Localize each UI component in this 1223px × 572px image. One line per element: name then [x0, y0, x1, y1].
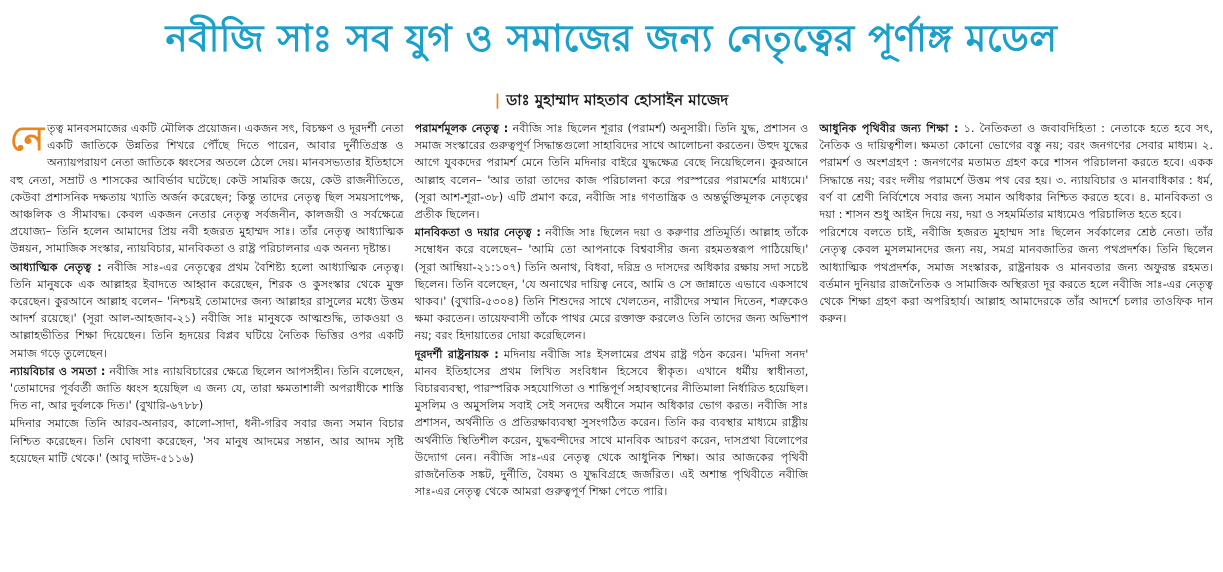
author-name: ডাঃ মুহাম্মাদ মাহতাব হোসাইন মাজেদ [506, 91, 729, 109]
section-heading: আধ্যাত্মিক নেতৃত্ব : [10, 260, 102, 274]
column-3 [819, 120, 1213, 566]
section-body: ১. নৈতিকতা ও জবাবদিহিতা : নেতাকে হতে হবে সৎ, নৈতিক ও দায়িত্বশীল। ক্ষমতা কোনো ভোগের বস্তু নয়; বরং জনগণের সেবার মাধ্যম। ২. পরামর্শ ও অংশগ্রহণ : জনগণের মতামত গ্রহণ করে শাসন পরিচালনা করতে হবে। একক সিদ্ধান্তে নয়; বরং দলীয় পরামর্শে উত্তম পথ বের হয়। ৩. ন্যায়বিচার ও মানবাধিকার : ধর্ম, বর্ণ বা শ্রেণী নির্বিশেষে সবার জন্য সমান অধিকার নিশ্চিত করতে হবে। ৪. মানবিকতা ও দয়া : শাসন শুধু আইন দিয়ে নয়, দয়া ও সহমর্মিতার মাধ্যমেও পরিচালিত হতে হবে। [819, 122, 1213, 222]
section-body: নবীজি সাঃ ছিলেন দয়া ও করুণার প্রতিমূর্তি। আল্লাহ তাঁকে সম্বোধন করে বলেছেন– 'আমি তো আপনাকে বিশ্ববাসীর জন্য রহমতস্বরূপ পাঠিয়েছি।' (সূরা আম্বিয়া-২১:১০৭) তিনি অনাথ, বিধবা, দরিদ্র ও দাসদের অধিকার রক্ষায় সদা সচেষ্ট ছিলেন। তিনি বলেছেন, 'যে অনাথের দায়িত্ব নেবে, আমি ও সে জান্নাতে এভাবে একসাথে থাকব।' (বুখারি-৫৩০৪) তিনি শিশুদের সাথে খেলতেন, নারীদের সম্মান দিতেন, শত্রুকেও ক্ষমা করতেন। তায়েফবাসী তাঁকে পাথর মেরে রক্তাক্ত করলেও তিনি তাদের জন্য অভিশাপ নয়; বরং হিদায়াতের দোয়া করেছিলেন। [414, 226, 809, 343]
section-body: মদিনায় নবীজি সাঃ ইসলামের প্রথম রাষ্ট্র গঠন করেন। 'মদিনা সনদ' মানব ইতিহাসের প্রথম লিখিত সংবিধান হিসেবে স্বীকৃত। এখানে ধর্মীয় স্বাধীনতা, বিচারব্যবস্থা, পারস্পরিক সহযোগিতা ও শান্তিপূর্ণ সহাবস্থানের নীতিমালা নির্ধারিত হয়েছিল। মুসলিম ও অমুসলিম সবাই সেই সনদের অধীনে সমান অধিকার ভোগ করত। নবীজি সাঃ প্রশাসন, অর্থনীতি ও প্রতিরক্ষাব্যবস্থা সুসংগঠিত করেন। তিনি কর ব্যবস্থার মাধ্যমে রাষ্ট্রীয় অর্থনীতি স্থিতিশীল করেন, যুদ্ধবন্দীদের সাথে মানবিক আচরণ করেন, দাসপ্রথা বিলোপের উদ্যোগ নেন। নবীজি সাঃ-এর নেতৃত্ব থেকে আধুনিক শিক্ষা। আর আজকের পৃথিবী রাজনৈতিক সঙ্কট, দুর্নীতি, বৈষম্য ও যুদ্ধবিগ্রহে জর্জরিত। এই অশান্ত পৃথিবীতে নবীজি সাঃ-এর নেতৃত্ব থেকে আমরা গুরুত্বপূর্ণ শিক্ষা পেতে পারি। [414, 347, 809, 499]
section-justice-cont: মদিনার সমাজে তিনি আরব-অনারব, কালো-সাদা, ধনী-গরিব সবার জন্য সমান বিচার নিশ্চিত করেছেন। তিনি ঘোষণা করেছেন, 'সব মানুষ আদমের সন্তান, আর আদম সৃষ্টি হয়েছেন মাটি থেকে।' (আবু দাউদ-৫১১৬) [10, 417, 404, 465]
conclusion-paragraph: পরিশেষে বলতে চাই, নবীজি হজরত মুহাম্মদ সাঃ ছিলেন সর্বকালের শ্রেষ্ঠ নেতা। তাঁর নেতৃত্ব কেবল মুসলমানদের জন্য নয়, সমগ্র মানবজাতির জন্য পথপ্রদর্শক। তিনি ছিলেন আধ্যাত্মিক পথপ্রদর্শক, সমাজ সংস্কারক, রাষ্ট্রনায়ক ও মানবতার জন্য অফুরন্ত রহমত। বর্তমান দুনিয়ার রাজনৈতিক ও সামাজিক অস্থিরতা দূর করতে হলে নবীজি সাঃ-এর নেতৃত্ব থেকে শিক্ষা গ্রহণ করা অপরিহার্য। আল্লাহ আমাদেরকে তাঁর আদর্শে চলার তাওফিক দান করুন। [819, 226, 1213, 326]
intro-paragraph [10, 120, 404, 258]
byline [0, 88, 1223, 112]
section-humanity [415, 224, 809, 344]
section-heading: ন্যায়বিচার ও সমতা : [10, 364, 106, 378]
section-heading: দূরদর্শী রাষ্ট্রনায়ক : [414, 347, 499, 361]
article-columns [10, 120, 1213, 566]
section-heading: মানবিকতা ও দয়ার নেতৃত্ব : [414, 226, 541, 240]
byline-separator: | [494, 91, 501, 109]
section-consultative [415, 120, 809, 223]
section-spiritual [10, 259, 404, 362]
section-justice [10, 363, 404, 415]
column-2 [415, 120, 809, 566]
section-modern-lessons [819, 120, 1213, 223]
section-body: নবীজি সাঃ-এর নেতৃত্বের প্রথম বৈশিষ্ট্য হলো আধ্যাত্মিক নেতৃত্ব। তিনি মানুষকে এক আল্লাহর ইবাদতে আহ্বান করেছেন, শিরক ও কুসংস্কার থেকে মুক্ত করেছেন। কুরআনে আল্লাহ বলেন– 'নিশ্চয়ই তোমাদের জন্য আল্লাহর রাসুলের মধ্যে উত্তম আদর্শ রয়েছে।' (সূরা আল-আহজাব-২১) নবীজি সাঃ মানুষকে আত্মশুদ্ধি, তাকওয়া ও আল্লাহভীতির শিক্ষা দিয়েছেন। তিনি হৃদয়ের বিপ্লব ঘটিয়ে নৈতিক ভিত্তির ওপর একটি সমাজ গড়ে তুলেছেন। [10, 260, 404, 360]
section-body: নবীজি সাঃ ন্যায়বিচারের ক্ষেত্রে ছিলেন আপসহীন। তিনি বলেছেন, 'তোমাদের পূর্ববর্তী জাতি ধ্বংস হয়েছিল এ জন্য যে, তারা ক্ষমতাশালী অপরাধীকে শাস্তি দিত না, আর দুর্বলকে দিত।' (বুখারি-৬৭৮৮) [10, 364, 404, 413]
article-headline: নবীজি সাঃ সব যুগ ও সমাজের জন্য নেতৃত্বের পূর্ণাঙ্গ মডেল [165, 17, 1058, 60]
column-1 [10, 120, 404, 566]
drop-cap: নে [10, 120, 45, 159]
intro-text: তৃত্ব মানবসমাজের একটি মৌলিক প্রয়োজন। একজন সৎ, বিচক্ষণ ও দূরদর্শী নেতা একটি জাতিকে উন্নতির শিখরে পৌঁছে দিতে পারেন, আবার দুর্নীতিগ্রস্ত ও অন্যায়পরায়ণ নেতা জাতিকে ধ্বংসের অতলে ঠেলে দেয়। মানবসভ্যতার ইতিহাসে বহু নেতা, সম্রাট ও শাসকের আবির্ভাব ঘটেছে। কেউ সামরিক জয়ে, কেউ রাজনীতিতে, কেউবা প্রশাসনিক দক্ষতায় খ্যাতি অর্জন করেছেন; কিন্তু তাদের নেতৃত্ব ছিল সময়সাপেক্ষ, আঞ্চলিক ও সীমাবদ্ধ। কেবল একজন নেতার নেতৃত্ব সর্বজনীন, কালজয়ী ও সর্বক্ষেত্রে প্রযোজ্য– তিনি হলেন আমাদের প্রিয় নবী হজরত মুহাম্মদ সাঃ। তাঁর নেতৃত্ব আধ্যাত্মিক উন্নয়ন, সামাজিক সংস্কার, ন্যায়বিচার, মানবিকতা ও রাষ্ট্র পরিচালনার এক অনন্য দৃষ্টান্ত। [10, 122, 404, 256]
section-statesman [415, 346, 809, 501]
section-heading: আধুনিক পৃথিবীর জন্য শিক্ষা : [819, 122, 959, 135]
section-body: নবীজি সাঃ ছিলেন শূরার (পরামর্শ) অনুসারী। তিনি যুদ্ধ, প্রশাসন ও সমাজ সংস্কারের গুরুত্বপূর্ণ সিদ্ধান্তগুলো সাহাবিদের সাথে আলোচনা করতেন। উহুদ যুদ্ধের আগে যুবকদের পরামর্শ মেনে তিনি মদিনার বাইরে যুদ্ধক্ষেত্র বেছে নিয়েছিলেন। কুরআনে আল্লাহ বলেন– 'আর তারা তাদের কাজ পরিচালনা করে পরস্পরের পরামর্শের মাধ্যমে।' (সূরা আশ-শূরা-৩৮) এটি প্রমাণ করে, নবীজি সাঃ গণতান্ত্রিক ও অন্তর্ভুক্তিমূলক নেতৃত্বের প্রতীক ছিলেন। [414, 122, 809, 222]
section-heading: পরামর্শমূলক নেতৃত্ব : [414, 122, 509, 135]
